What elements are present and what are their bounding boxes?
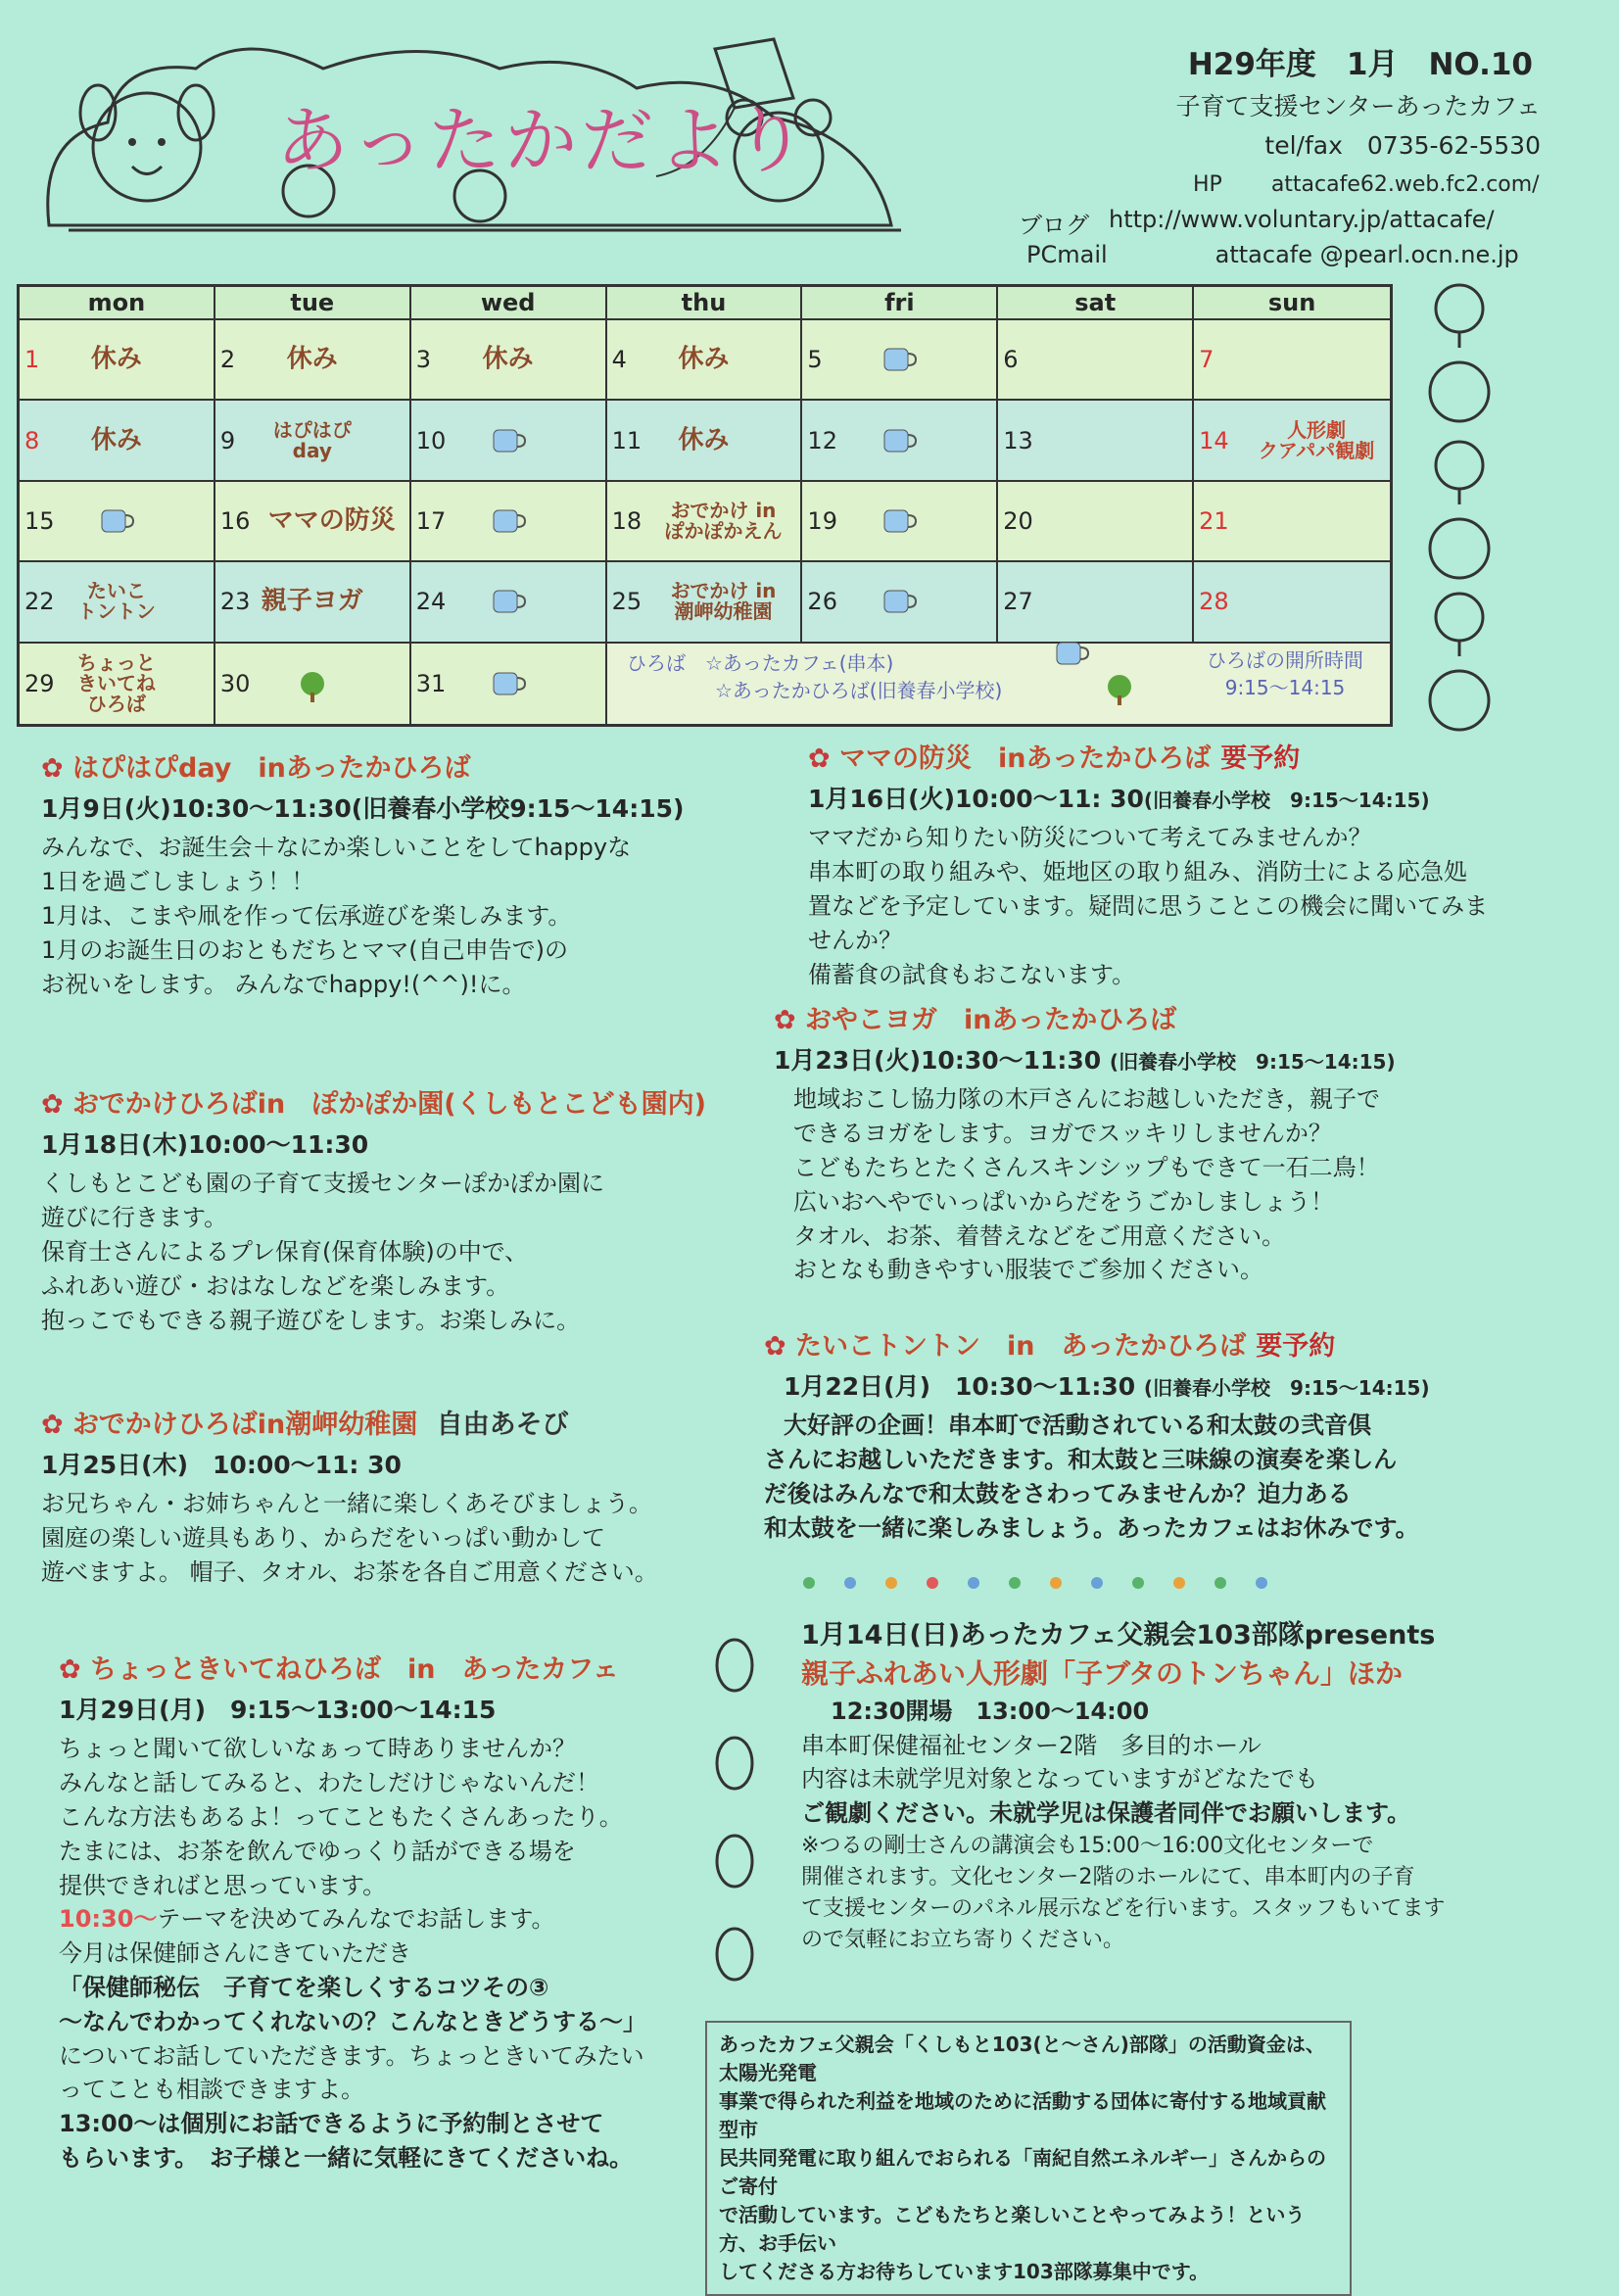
article-line: 提供できればと思っています。 — [59, 1871, 387, 1899]
article-line: 開催されます。文化センター2階のホールにて、串本町内の子育 — [801, 1864, 1415, 1889]
calendar-day — [215, 562, 411, 643]
article-line: ってことも相談できますよ。 — [59, 2076, 364, 2104]
article-line: 13:00〜は個別にお話できるように予約制とさせて — [59, 2110, 604, 2138]
weekday-sun: sun — [1194, 287, 1390, 320]
day-number: 12 — [807, 426, 837, 454]
day-note: 休み — [90, 424, 142, 454]
cup-icon — [881, 345, 918, 374]
article-line: 串本町保健福祉センター2階 多目的ホール — [801, 1731, 1262, 1759]
time-highlight: 10:30〜 — [59, 1905, 158, 1934]
day-number: 17 — [415, 506, 447, 535]
article-line: ご観劇ください。未就学児は保護者同伴でお願いします。 — [801, 1799, 1411, 1828]
article-line: 「保健師秘伝 子育てを楽しくするコツその③ — [59, 1973, 549, 2001]
cup-icon — [490, 506, 527, 536]
calendar-day — [802, 320, 998, 401]
calendar-day — [1194, 320, 1390, 401]
day-number: 14 — [1199, 426, 1229, 454]
day-note: はぴはぴ day — [272, 417, 352, 462]
day-number: 28 — [1199, 588, 1229, 616]
note-line: で活動しています。こどもたちと楽しいことやってみよう！という方、お手伝い — [719, 2203, 1306, 2255]
article-line: 1日を過ごしましょう！！ — [41, 868, 315, 896]
article-title: おでかけひろばin潮岬幼稚園 — [72, 1410, 418, 1440]
day-number: 7 — [1199, 346, 1214, 374]
day-note: 休み — [90, 344, 142, 374]
note-line: 民共同発電に取り組んでおられる「南紀自然エネルギー」さんからのご寄付 — [719, 2146, 1326, 2198]
flower-icon: ✿ — [41, 1089, 64, 1120]
article-title: おやこヨガ inあったかひろば — [805, 1005, 1177, 1035]
calendar-day — [20, 401, 215, 481]
article-line: 抱っこでもできる親子遊びをします。お楽しみに。 — [41, 1306, 581, 1334]
article-happy-day — [41, 749, 746, 1001]
legend-line-1: ひろば ☆あったカフェ(串本) — [627, 651, 894, 675]
article-title: たいこトントン in あったかひろば — [795, 1331, 1247, 1362]
day-number: 13 — [1003, 426, 1033, 454]
article-line: 地域おこし協力隊の木戸さんにお越しいただき，親子で — [793, 1085, 1381, 1114]
calendar-day — [215, 482, 411, 562]
day-number: 31 — [415, 669, 447, 697]
article-date: 1月23日(火)10:30〜11:30 — [774, 1046, 1102, 1076]
weekday-tue: tue — [215, 287, 411, 320]
article-line: たまには、お茶を飲んでゆっくり話ができる場を — [59, 1837, 576, 1865]
article-line: ママだから知りたい防災について考えてみませんか？ — [808, 824, 1372, 852]
article-line: ちょっと聞いて欲しいなぁって時ありませんか？ — [59, 1735, 576, 1763]
article-line: できるヨガをします。ヨガでスッキリしませんか？ — [793, 1120, 1332, 1148]
day-number: 18 — [611, 506, 643, 535]
article-line: 今月は保健師さんにきていただき — [59, 1939, 411, 1968]
weekday-sat: sat — [998, 287, 1194, 320]
tree-icon — [1105, 674, 1134, 707]
hours-box — [1207, 646, 1363, 701]
calendar-day — [802, 482, 998, 562]
weekday-wed: wed — [411, 287, 607, 320]
article-line: 遊べますよ。 帽子、タオル、お茶を各自ご用意ください。 — [41, 1557, 658, 1586]
penguin-illustration-column — [705, 1626, 764, 1998]
article-date: 1月18日(木)10:00〜11:30 — [41, 1130, 369, 1160]
article-title: おでかけひろばin ぽかぽか園(くしもとこども園内) — [72, 1089, 706, 1120]
dot-divider — [803, 1577, 1267, 1589]
article-line: お祝いをします。 みんなでhappy!(^^)!に。 — [41, 970, 526, 998]
tel-fax: tel/fax 0735-62-5530 — [1264, 131, 1541, 160]
day-number: 29 — [24, 669, 55, 697]
calendar-day — [607, 482, 803, 562]
article-line: 遊びに行きます。 — [41, 1204, 228, 1232]
article-line: て支援センターのパネル展示などを行います。スタッフもいてます — [801, 1895, 1446, 1921]
article-line: おとなも動きやすい服装でご参加ください。 — [793, 1256, 1263, 1284]
tree-icon — [298, 671, 327, 704]
article-date-place: (旧養春小学校 9:15〜14:15) — [1109, 1050, 1396, 1075]
day-number: 15 — [24, 506, 55, 535]
day-number: 9 — [219, 426, 236, 454]
article-yoga — [774, 1001, 1567, 1287]
day-number: 27 — [1003, 588, 1033, 616]
calendar-day — [802, 562, 998, 643]
blog-link[interactable]: http://www.voluntary.jp/attacafe/ — [1109, 206, 1495, 233]
day-number: 16 — [219, 506, 251, 535]
article-time-line — [59, 1902, 744, 1937]
article-line: ふれあい遊び・おはなしなどを楽しみます。 — [41, 1271, 510, 1300]
day-number: 24 — [415, 588, 447, 616]
day-note: 休み — [678, 424, 730, 454]
day-number: 19 — [807, 506, 837, 535]
article-line: 和太鼓を一緒に楽しみましょう。あったカフェはお休みです。 — [764, 1513, 1419, 1542]
calendar-day — [411, 644, 607, 724]
day-note: 休み — [482, 344, 534, 374]
article-line: くしもとこども園の子育て支援センターぽかぽか園に — [41, 1170, 605, 1198]
calendar-day — [1194, 482, 1390, 562]
calendar-day — [215, 401, 411, 481]
reservation-required: 要予約 — [1256, 1331, 1336, 1362]
note-line: あったカフェ父親会「くしもと103(と〜さん)部隊」の活動資金は、太陽光発電 — [719, 2033, 1325, 2084]
cup-icon — [98, 506, 135, 536]
calendar-day — [215, 644, 411, 724]
note-line: 事業で得られた利益を地域のために活動する団体に寄付する地域貢献型市 — [719, 2089, 1326, 2141]
day-number: 23 — [219, 588, 251, 616]
calendar-legend — [627, 649, 1002, 704]
day-number: 20 — [1003, 506, 1033, 535]
article-title: ママの防災 inあったかひろば — [839, 743, 1212, 774]
hours-value: 9:15〜14:15 — [1224, 676, 1346, 699]
calendar-day — [998, 482, 1194, 562]
article-line: タオル、お茶、着替えなどをご用意ください。 — [793, 1221, 1286, 1250]
day-number: 4 — [611, 346, 627, 374]
day-note: ママの防災 — [267, 505, 396, 536]
article-line: 1月は、こまや凧を作って伝承遊びを楽しみます。 — [41, 901, 572, 930]
kite-illustration-column — [1420, 279, 1508, 749]
article-line: さんにお越しいただきます。和太鼓と三味線の演奏を楽しん — [764, 1446, 1398, 1474]
puppet-title-1: 1月14日(日)あったカフェ父親会103部隊presents — [801, 1620, 1436, 1650]
cup-icon — [1053, 639, 1090, 668]
article-line: ので気軽にお立ち寄りください。 — [801, 1927, 1125, 1952]
cup-icon — [881, 587, 918, 616]
cup-icon — [490, 587, 527, 616]
calendar-day — [607, 401, 803, 481]
calendar-day — [998, 562, 1194, 643]
day-number: 22 — [24, 588, 55, 616]
calendar-day — [411, 320, 607, 401]
day-note: おでかけ in ぽかぽかえん — [664, 498, 783, 543]
article-date-place: (旧養春小学校 9:15〜14:15) — [1143, 1376, 1430, 1401]
time-rest: テーマを決めてみんなでお話します。 — [157, 1905, 555, 1934]
calendar-day — [998, 401, 1194, 481]
article-taiko — [764, 1327, 1567, 1546]
article-line: 大好評の企画！串本町で活動されている和太鼓の弐音倶 — [784, 1411, 1371, 1440]
cup-icon — [490, 669, 527, 698]
article-shiomisaki — [41, 1406, 746, 1590]
reservation-required: 要予約 — [1220, 743, 1301, 774]
hp-row — [1193, 172, 1540, 197]
day-number: 2 — [219, 346, 236, 374]
article-line: 〜なんでわかってくれないの？こんなときどうする〜」 — [59, 2007, 646, 2035]
article-line: 備蓄食の試食もおこないます。 — [808, 960, 1136, 988]
mail-label: PCmail — [1026, 241, 1108, 268]
flower-icon: ✿ — [764, 1331, 786, 1362]
day-note: 親子ヨガ — [261, 586, 363, 616]
day-note: 人形劇 クアパパ観劇 — [1258, 417, 1375, 462]
day-number: 5 — [807, 346, 823, 374]
article-date: 1月16日(火)10:00〜11: 30 — [808, 785, 1144, 814]
calendar-day — [20, 644, 215, 724]
flower-icon: ✿ — [808, 743, 831, 774]
article-line: だ後はみんなで和太鼓をさわってみませんか？迫力ある — [764, 1479, 1352, 1507]
article-pokapoka — [41, 1085, 746, 1337]
article-line: 保育士さんによるプレ保育(保育体験)の中で、 — [41, 1237, 529, 1266]
hours-label: ひろばの開所時間 — [1207, 648, 1363, 672]
calendar-day — [607, 562, 803, 643]
day-number: 26 — [807, 588, 837, 616]
article-line: についてお話していただきます。ちょっときいてみたい — [59, 2041, 644, 2070]
article-puppet-show — [801, 1616, 1565, 1955]
article-line: みんなで、お誕生会＋なにか楽しいことをしてhappyな — [41, 834, 632, 862]
calendar-day — [1194, 401, 1390, 481]
calendar-day — [411, 482, 607, 562]
day-note: 休み — [678, 344, 730, 374]
calendar-day — [998, 320, 1194, 401]
article-title: ちょっときいてねひろば in あったカフェ — [90, 1654, 619, 1685]
article-line: 置などを予定しています。疑問に思うことこの機会に聞いてみま — [808, 891, 1489, 920]
calendar-day — [20, 320, 215, 401]
article-title-tail: 自由あそび — [436, 1410, 569, 1440]
flower-icon: ✿ — [41, 1410, 64, 1440]
article-line: 1月のお誕生日のおともだちとママ(自己申告で)の — [41, 935, 568, 964]
article-date-place: (旧養春小学校 9:15〜14:15) — [1143, 789, 1430, 813]
article-line: お兄ちゃん・お姉ちゃんと一緒に楽しくあそびましょう。 — [41, 1490, 652, 1518]
mail-link[interactable]: attacafe @pearl.ocn.ne.jp — [1214, 241, 1519, 268]
article-date: 1月22日(月) 10:30〜11:30 — [784, 1372, 1136, 1402]
calendar-day — [802, 401, 998, 481]
article-title: はぴはぴday inあったかひろば — [72, 753, 471, 784]
note-line: してくださる方お待ちしています103部隊募集中です。 — [719, 2260, 1210, 2283]
day-number: 10 — [415, 426, 447, 454]
article-date: 1月9日(火)10:30〜11:30(旧養春小学校9:15〜14:15) — [41, 794, 685, 824]
day-note: 休み — [286, 344, 338, 374]
article-line: 串本町の取り組みや、姫地区の取り組み、消防士による応急処 — [808, 858, 1467, 886]
center-name: 子育て支援センターあったカフェ — [1175, 92, 1541, 120]
article-date: 1月29日(月) 9:15〜13:00〜14:15 — [59, 1696, 497, 1725]
day-note: たいこ トントン — [76, 579, 156, 624]
cup-icon — [490, 426, 527, 455]
issue-number: H29年度 1月 NO.10 — [1187, 47, 1533, 82]
article-line: みんなと話してみると、わたしだけじゃないんだ！ — [59, 1769, 599, 1797]
legend-line-2: ☆あったかひろば(旧養春小学校) — [715, 679, 1003, 702]
article-line: こんな方法もあるよ！ってこともたくさんあったり。 — [59, 1802, 623, 1831]
flower-icon: ✿ — [774, 1005, 796, 1035]
blog-label: ブログ — [1019, 212, 1089, 239]
article-chotto — [59, 1650, 744, 2176]
day-number: 21 — [1199, 506, 1229, 535]
day-note: おでかけ in 潮岬幼稚園 — [670, 579, 777, 624]
blog-row — [1019, 206, 1495, 240]
article-date: 1月25日(木) 10:00〜11: 30 — [41, 1451, 402, 1480]
cup-icon — [881, 426, 918, 455]
calendar-day — [411, 562, 607, 643]
article-line: 広いおへやでいっぱいからだをうごかしましょう！ — [793, 1187, 1334, 1216]
cup-icon — [881, 506, 918, 536]
weekday-mon: mon — [20, 287, 215, 320]
calendar-day — [215, 320, 411, 401]
calendar-day — [1194, 562, 1390, 643]
day-number: 1 — [24, 346, 40, 374]
article-line: もらいます。 お子様と一緒に気軽にきてくださいね。 — [59, 2143, 634, 2172]
article-line: ※つるの剛士さんの講演会も15:00〜16:00文化センターで — [801, 1833, 1374, 1858]
newsletter-title: あったかだより — [276, 99, 811, 183]
day-number: 6 — [1003, 346, 1019, 374]
article-line: せんか？ — [808, 926, 902, 954]
day-note: ちょっと きいてね ひろば — [76, 650, 156, 716]
weekday-thu: thu — [607, 287, 803, 320]
article-line: こどもたちとたくさんスキンシップもできて一石二鳥！ — [793, 1153, 1380, 1181]
article-bousai — [808, 740, 1562, 991]
puppet-time: 12:30開場 13:00〜14:00 — [831, 1697, 1150, 1725]
day-number: 3 — [415, 346, 431, 374]
puppet-title-2: 親子ふれあい人形劇「子ブタのトンちゃん」ほか — [801, 1657, 1404, 1691]
weekday-fri: fri — [802, 287, 998, 320]
hp-label: HP — [1193, 172, 1222, 197]
day-number: 25 — [611, 588, 643, 616]
calendar-day — [411, 401, 607, 481]
flower-icon: ✿ — [59, 1654, 81, 1685]
mail-row — [1026, 241, 1519, 268]
day-number: 11 — [611, 426, 643, 454]
article-line: 内容は未就学児対象となっていますがどなたでも — [801, 1765, 1318, 1794]
article-line: 園庭の楽しい遊具もあり、からだをいっぱい動かして — [41, 1524, 605, 1553]
day-number: 8 — [24, 426, 40, 454]
hp-link[interactable]: attacafe62.web.fc2.com/ — [1270, 172, 1540, 197]
calendar-day — [20, 482, 215, 562]
calendar-day — [20, 562, 215, 643]
calendar-day — [607, 320, 803, 401]
flower-icon: ✿ — [41, 753, 64, 784]
day-number: 30 — [219, 669, 251, 697]
fathers-group-note — [705, 2021, 1352, 2296]
